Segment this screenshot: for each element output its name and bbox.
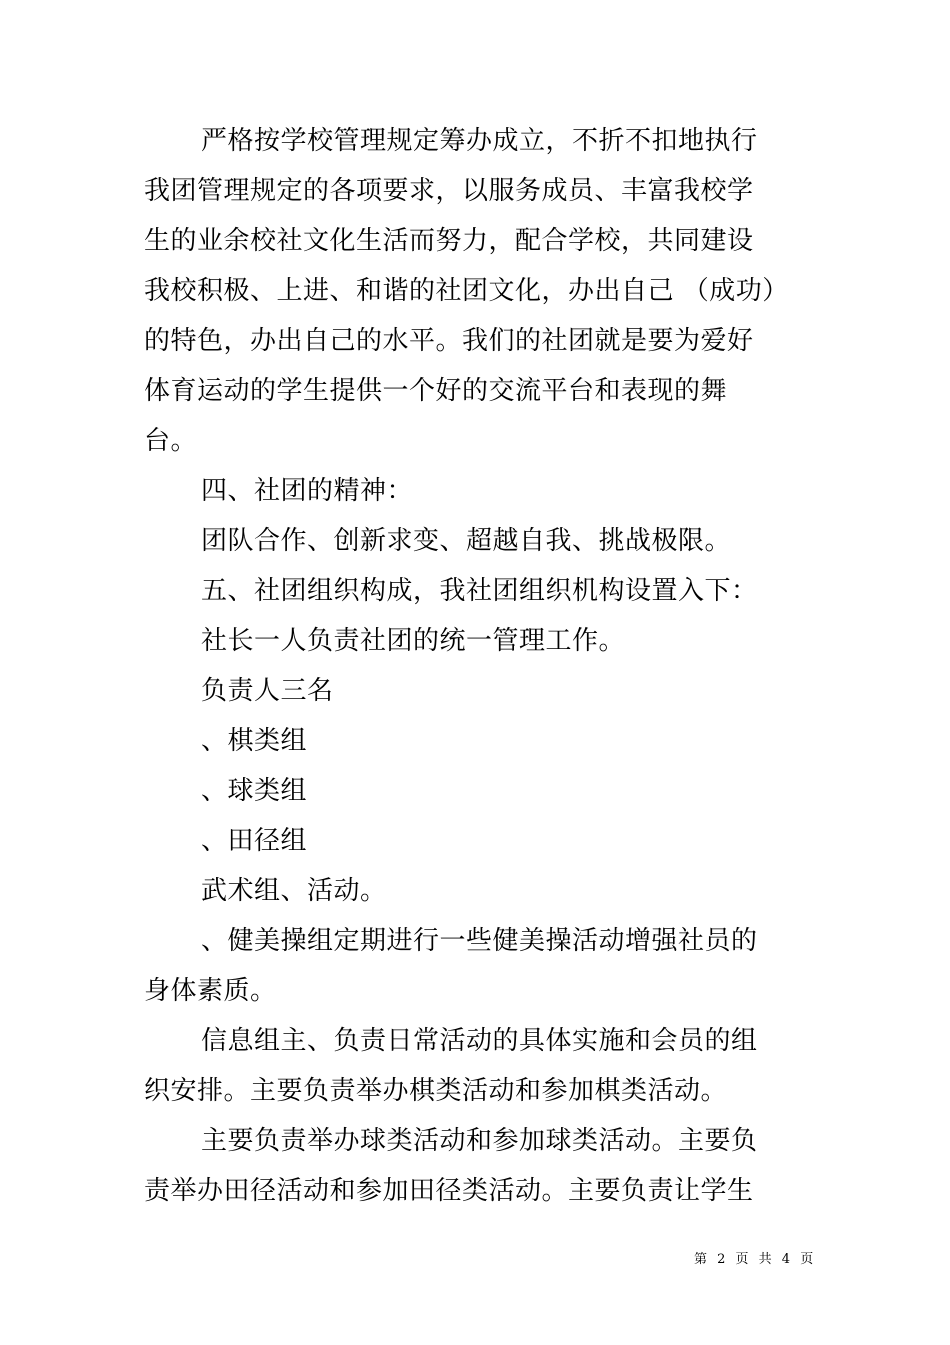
list-item: 武术组、活动。 (201, 876, 387, 906)
text-line: 严格按学校管理规定筹办成立，不折不扣地执行 (201, 126, 758, 156)
text-line: 织安排。主要负责举办棋类活动和参加棋类活动。 (144, 1076, 728, 1106)
text-line: 体育运动的学生提供一个好的交流平台和表现的舞 (144, 376, 728, 406)
list-item: 、棋类组 (201, 726, 308, 756)
text-line: 主要负责举办球类活动和参加球类活动。主要负 (201, 1126, 758, 1156)
text-line: 的特色，办出自己的水平。我们的社团就是要为爱好 (144, 326, 754, 356)
text-line: 生的业余校社文化生活而努力，配合学校，共同建设 (144, 226, 754, 256)
text-line: 我校积极、上进、和谐的社团文化，办出自己 （成功） (144, 276, 789, 306)
text-line: 团队合作、创新求变、超越自我、挑战极限。 (201, 526, 732, 556)
text-line: 责举办田径活动和参加田径类活动。主要负责让学生 (144, 1176, 754, 1206)
list-item: 、球类组 (201, 776, 308, 806)
section-heading: 四、社团的精神： (201, 476, 414, 506)
text-line: 负责人三名 (201, 676, 334, 706)
text-line: 台。 (144, 426, 198, 456)
list-item: 、田径组 (201, 826, 308, 856)
text-line: 身体素质。 (144, 976, 277, 1006)
text-line: 信息组主、负责日常活动的具体实施和会员的组 (201, 1026, 758, 1056)
text-line: 我团管理规定的各项要求，以服务成员、丰富我校学 (144, 176, 754, 206)
section-heading: 五、社团组织构成，我社团组织机构设置入下： (201, 576, 758, 606)
document-body (144, 116, 824, 1216)
text-line: 社长一人负责社团的统一管理工作。 (201, 626, 626, 656)
text-line: 、健美操组定期进行一些健美操活动增强社员的 (201, 926, 758, 956)
page-number-footer: 第 2 页 共 4 页 (694, 1252, 814, 1267)
